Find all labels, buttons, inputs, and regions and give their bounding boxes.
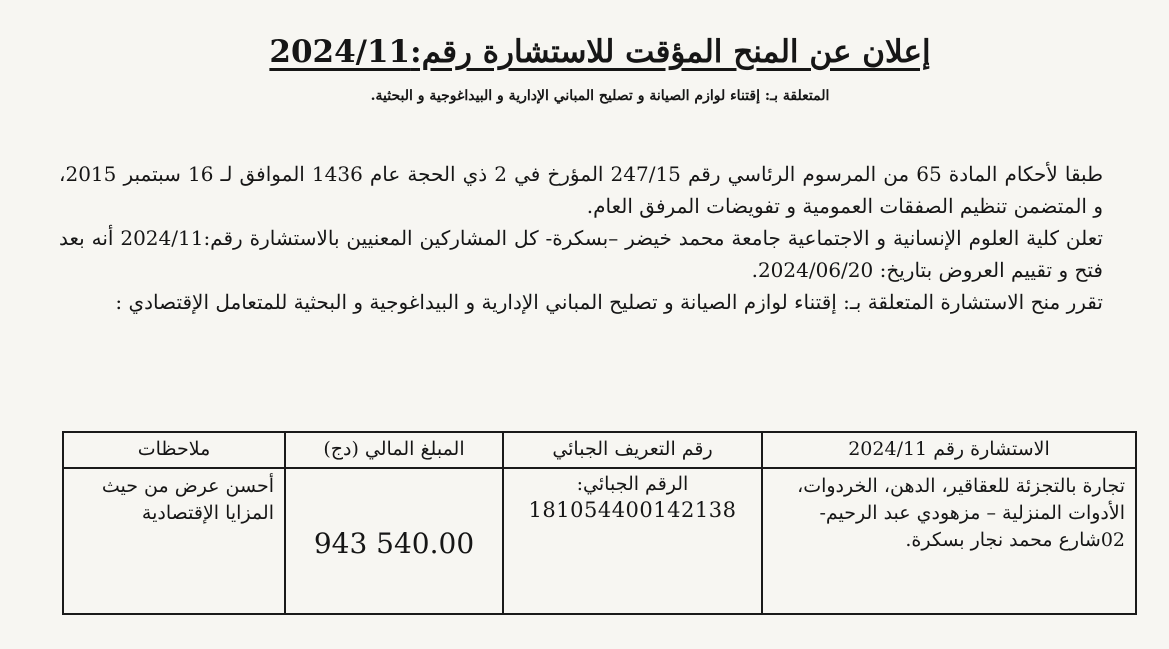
tax-id-label: الرقم الجبائي: [576,473,689,495]
amount-cell: 943 540.00 [285,468,503,614]
notes-header: ملاحظات [63,432,285,468]
tax-id-header: رقم التعريف الجبائي [503,432,762,468]
notes-cell: أحسن عرض من حيث المزايا الإقتصادية [63,468,285,614]
legal-basis-paragraph: طبقا لأحكام المادة 65 من المرسوم الرئاسي رقم 247/15 المؤرخ في 2 ذي الحجة عام 1436 الموافق لـ 16 سبتمبر 2015، و المتضمن تنظيم الصفقات العمومية و تفويضات المرفق العام. [59,162,1104,218]
subtitle [280,88,920,104]
consultation-cell: تجارة بالتجزئة للعقاقير، الدهن، الخردوات، الأدوات المنزلية – مزهودي عبد الرحيم- 02شارع محمد نجار بسكرة. [762,468,1136,614]
award-paragraph: تقرر منح الاستشارة المتعلقة بـ: إقتناء لوازم الصيانة و تصليح المباني الإدارية و البيداغوجية و البحثية للمتعامل الإقتصادي : [115,290,1103,314]
page-title: إعلان عن المنح المؤقت للاستشارة رقم:2024/11 [269,34,931,70]
tax-id-cell [503,468,762,614]
subtitle-text: إقتناء لوازم الصيانة و تصليح المباني الإدارية و البيداغوجية و البحثية. [370,88,760,104]
table-header-row [63,432,1136,468]
announcement-body [59,158,1103,318]
evaluation-paragraph: تعلن كلية العلوم الإنسانية و الاجتماعية جامعة محمد خيضر –بسكرة- كل المشاركين المعنيين بالاستشارة رقم:2024/11 أنه بعد فتح و تقييم العروض بتاريخ: 2024/06/20. [59,226,1103,282]
consultation-header: الاستشارة رقم 2024/11 [762,432,1136,468]
amount-header: المبلغ المالي (دج) [285,432,503,468]
subtitle-label: المتعلقة بـ: [764,88,830,104]
award-table [62,431,1137,615]
table-row [63,468,1136,614]
tax-id-number: 181054400142138 [528,497,737,522]
award-table-container [64,431,1137,615]
